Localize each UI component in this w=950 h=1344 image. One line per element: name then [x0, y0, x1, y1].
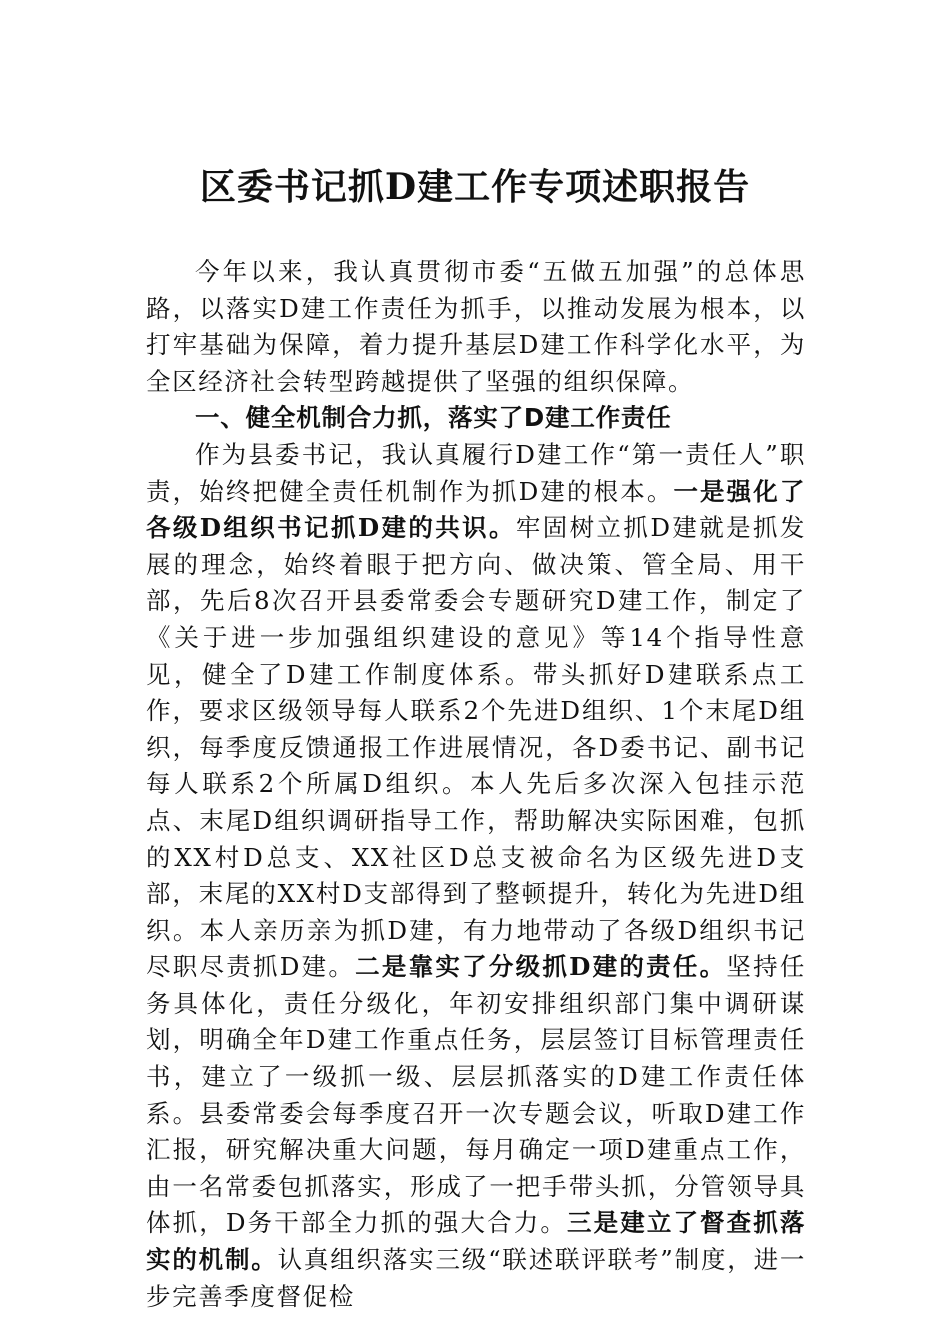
paragraph-text-2: 坚持任务具体化，责任分级化，年初安排组织部门集中调研谋划，明确全年D建工作重点任务，层层签订目标管理责任书，建立了一级抓一级、层层抓落实的D建工作责任体系。县委常委会每季度召开一次专题会议，听取D建工作汇报，研究解决重大问题，每月确定一项D建重点工作，由一名常委包抓落实，形成了一把手带头抓，分管领导具体抓，D务干部全力抓的强大合力。 — [146, 952, 806, 1238]
paragraph-text-1: 牢固树立抓D建就是抓发展的理念，始终着眼于把方向、做决策、管全局、用干部，先后8次召开县委常委会专题研究D建工作，制定了《关于进一步加强组织建设的意见》等14个指导性意见，健全了D建工作制度体系。带头抓好D建联系点工作，要求区级领导每人联系2个先进D组织、1个末尾D组织，每季度反馈通报工作进展情况，各D委书记、副书记每人联系2个所属D组织。本人先后多次深入包挂示范点、末尾D组织调研指导工作，帮助解决实际困难，包抓的XX村D总支、XX社区D总支被命名为区级先进D支部，末尾的XX村D支部得到了整顿提升，转化为先进D组织。本人亲历亲为抓D建，有力地带动了各级D组织书记尽职尽责抓D建。 — [146, 513, 806, 982]
intro-paragraph: 今年以来，我认真贯彻市委“五做五加强”的总体思路，以落实D建工作责任为抓手，以推动发展为根本，以打牢基础为保障，着力提升基层D建工作科学化水平，为全区经济社会转型跨越提供了坚强的组织保障。 — [146, 257, 806, 396]
body-paragraph — [146, 437, 806, 1315]
bold-point-2: 二是靠实了分级抓D建的责任。 — [355, 952, 727, 982]
bold-point-1: 一是强化了各级D组织书记抓D建的共识。 — [146, 476, 806, 543]
document-body — [146, 254, 806, 1315]
section-heading: 一、健全机制合力抓，落实了D建工作责任 — [195, 403, 672, 433]
bold-point-3: 三是建立了督查抓落实的机制。 — [146, 1208, 806, 1275]
paragraph-text-3: 认真组织落实三级“联述联评联考”制度，进一步完善季度督促检 — [146, 1245, 807, 1311]
document-title: 区委书记抓D建工作专项述职报告 — [199, 166, 751, 208]
paragraph-lead: 作为县委书记，我认真履行D建工作“第一责任人”职责，始终把健全责任机制作为抓D建的根本。 — [146, 439, 806, 506]
